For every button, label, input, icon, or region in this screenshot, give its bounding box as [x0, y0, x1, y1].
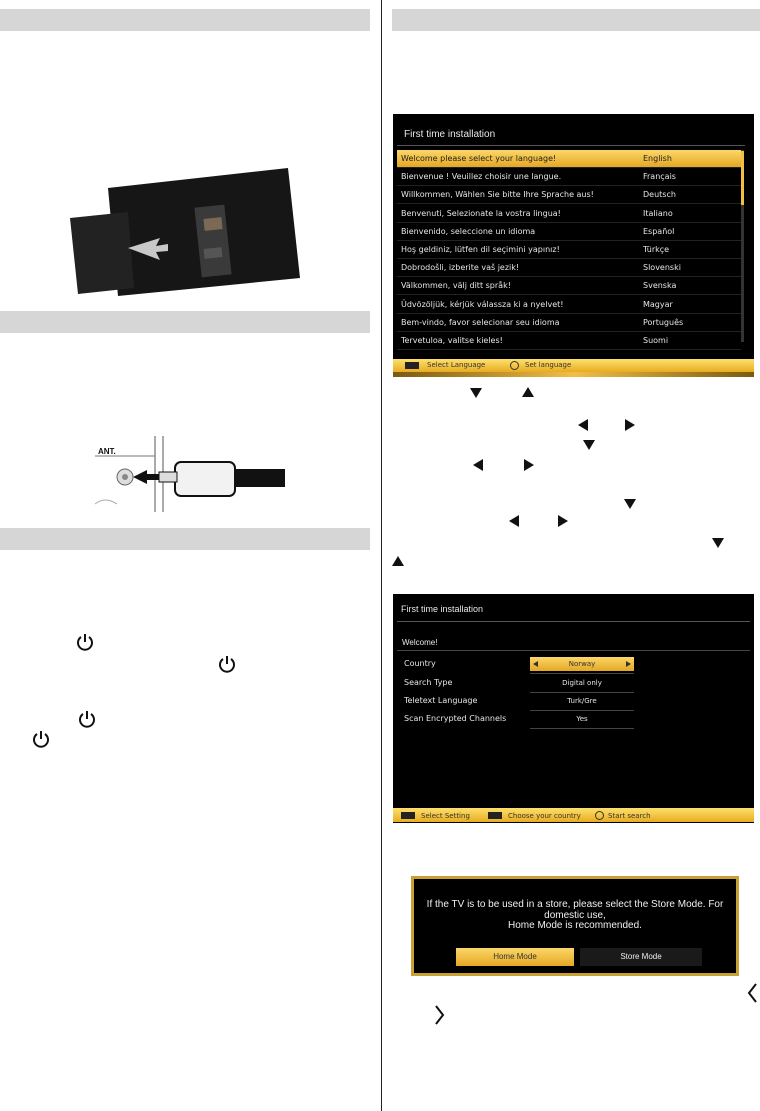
row-separator — [397, 294, 741, 295]
row-separator — [530, 673, 634, 674]
left-right-key-icon — [488, 812, 502, 819]
up-down-key-icon — [401, 812, 415, 819]
home-mode-button[interactable]: Home Mode — [456, 948, 574, 966]
language-name: Português — [643, 318, 684, 327]
arrow-up-icon — [522, 387, 534, 397]
language-name: Suomi — [643, 336, 669, 345]
language-name: Español — [643, 227, 675, 236]
store-mode-button[interactable]: Store Mode — [580, 948, 702, 966]
arrow-right-icon — [625, 419, 635, 431]
screen-footer — [393, 359, 754, 372]
power-icon — [217, 654, 237, 674]
store-mode-dialog — [411, 876, 739, 976]
arrow-down-icon — [624, 499, 636, 509]
language-name: Svenska — [643, 281, 677, 290]
antenna-label: ANT. — [98, 447, 116, 456]
title-underline — [397, 145, 745, 146]
chevron-right-icon — [434, 1004, 446, 1026]
power-icon — [75, 632, 95, 652]
language-row[interactable] — [397, 150, 741, 167]
screen-title: First time installation — [404, 129, 496, 140]
setting-value[interactable]: Digital only — [562, 679, 602, 687]
section-header-bar — [0, 311, 370, 333]
installation-settings-screen — [393, 594, 754, 823]
arrow-left-icon — [473, 459, 483, 471]
language-greeting: Tervetuloa, valitse kieles! — [401, 336, 503, 345]
section-header-bar — [392, 9, 760, 31]
section-header-bar — [0, 9, 370, 31]
setting-label: Teletext Language — [404, 696, 478, 705]
footer-set-language: Set language — [525, 361, 572, 369]
row-separator — [397, 349, 741, 350]
row-separator — [530, 728, 634, 729]
language-row[interactable] — [397, 168, 741, 185]
welcome-text: Welcome! — [402, 638, 438, 647]
footer-start-search: Start search — [608, 812, 651, 820]
arrow-left-icon — [578, 419, 588, 431]
language-greeting: Willkommen, Wählen Sie bitte Ihre Sprache aus! — [401, 190, 594, 199]
language-name: Deutsch — [643, 190, 676, 199]
ok-key-icon — [510, 361, 519, 370]
arrow-right-icon — [524, 459, 534, 471]
language-row[interactable] — [397, 186, 741, 203]
language-greeting: Dobrodošli, izberite vaš jezik! — [401, 263, 520, 272]
language-row[interactable] — [397, 332, 741, 349]
setting-value[interactable]: Norway — [530, 657, 634, 671]
setting-value[interactable]: Yes — [576, 715, 588, 723]
row-separator — [530, 692, 634, 693]
language-name: Slovenski — [643, 263, 681, 272]
arrow-right-icon — [558, 515, 568, 527]
language-greeting: Välkommen, välj ditt språk! — [401, 281, 511, 290]
arrow-left-icon — [509, 515, 519, 527]
arrow-up-icon — [392, 556, 404, 566]
up-down-key-icon — [405, 362, 419, 369]
language-name: Italiano — [643, 209, 673, 218]
arrow-down-icon — [712, 538, 724, 548]
language-greeting: Üdvözöljük, kérjük válassza ki a nyelvet! — [401, 300, 564, 309]
footer-select-setting: Select Setting — [421, 812, 470, 820]
arrow-right-icon[interactable] — [626, 661, 631, 667]
power-icon — [31, 729, 51, 749]
screen-footer — [393, 808, 754, 822]
language-row[interactable] — [397, 314, 741, 331]
footer-select-language: Select Language — [427, 361, 486, 369]
arrow-down-icon — [470, 388, 482, 398]
scrollbar-thumb[interactable] — [741, 151, 744, 205]
language-greeting: Benvenuti, Selezionate la vostra lingua! — [401, 209, 561, 218]
screen-title: First time installation — [401, 604, 484, 614]
setting-label: Country — [404, 659, 436, 668]
language-row[interactable] — [397, 223, 741, 240]
language-name: English — [643, 154, 672, 163]
title-underline — [397, 621, 750, 622]
setting-value[interactable]: Turk/Gre — [567, 697, 597, 705]
row-separator — [530, 710, 634, 711]
section-header-bar — [0, 528, 370, 550]
setting-label: Scan Encrypted Channels — [404, 714, 507, 723]
language-row[interactable] — [397, 296, 741, 313]
language-row[interactable] — [397, 241, 741, 258]
language-greeting: Bienvenue ! Veuillez choisir une langue. — [401, 172, 562, 181]
language-row[interactable] — [397, 277, 741, 294]
antenna-connection-illustration — [95, 436, 285, 512]
store-mode-message-line2: Home Mode is recommended. — [508, 920, 642, 931]
language-greeting: Welcome please select your language! — [401, 154, 557, 163]
welcome-underline — [397, 650, 750, 651]
language-greeting: Hoş geldiniz, lütfen dil seçimini yapınız! — [401, 245, 560, 254]
language-name: Türkçe — [643, 245, 670, 254]
power-icon — [77, 709, 97, 729]
chevron-left-icon — [746, 982, 758, 1004]
language-greeting: Bem-vindo, favor selecionar seu idioma — [401, 318, 560, 327]
footer-choose-country: Choose your country — [508, 812, 581, 820]
language-greeting: Bienvenido, seleccione un idioma — [401, 227, 536, 236]
language-row[interactable] — [397, 259, 741, 276]
store-mode-message-line1: If the TV is to be used in a store, please select the Store Mode. For domestic use, — [426, 899, 724, 921]
row-separator — [397, 203, 741, 204]
arrow-down-icon — [583, 440, 595, 450]
language-name: Magyar — [643, 300, 673, 309]
language-row[interactable] — [397, 205, 741, 222]
ok-key-icon — [595, 811, 604, 820]
setting-label: Search Type — [404, 678, 453, 687]
column-divider — [381, 0, 382, 1111]
remote-battery-illustration — [68, 168, 304, 298]
arrow-left-icon[interactable] — [533, 661, 538, 667]
language-name: Français — [643, 172, 676, 181]
